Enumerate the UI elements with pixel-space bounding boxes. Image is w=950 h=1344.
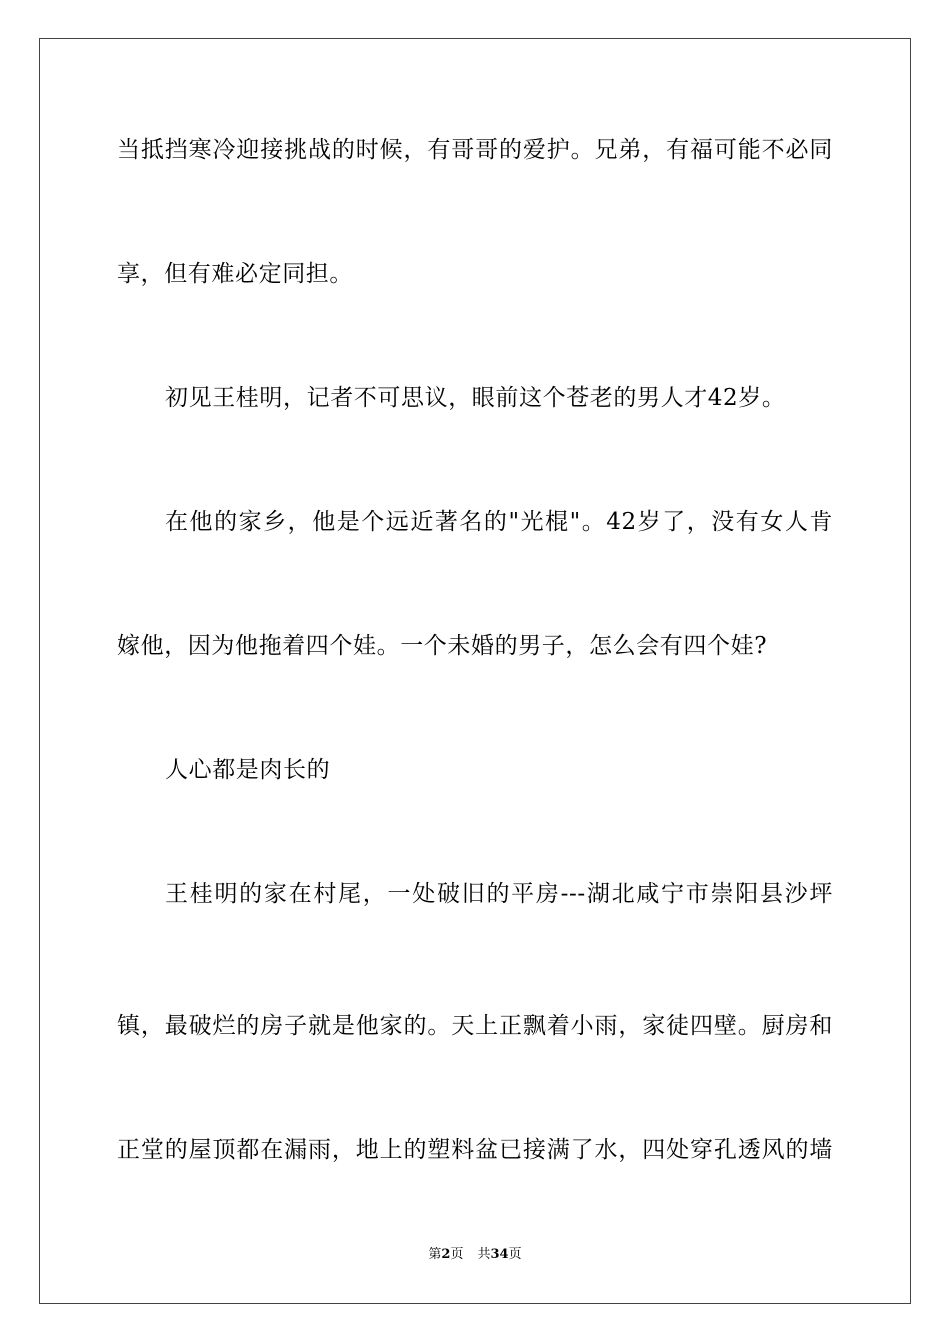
body-line-4: 在他的家乡，他是个远近著名的"光棍"。42岁了，没有女人肯: [165, 509, 833, 535]
body-line-1: 当抵挡寒冷迎接挑战的时候，有哥哥的爱护。兄弟，有福可能不必同: [117, 137, 833, 163]
section-heading: 人心都是肉长的: [165, 757, 331, 783]
body-line-9: 正堂的屋顶都在漏雨，地上的塑料盆已接满了水，四处穿孔透风的墙: [117, 1137, 833, 1163]
footer-page-prefix: 第: [428, 1247, 442, 1262]
body-line-7: 王桂明的家在村尾，一处破旧的平房---湖北咸宁市崇阳县沙坪: [165, 881, 833, 907]
footer-total-prefix: 共: [477, 1247, 491, 1262]
body-line-5: 嫁他，因为他拖着四个娃。一个未婚的男子，怎么会有四个娃?: [117, 633, 768, 659]
body-line-3: 初见王桂明，记者不可思议，眼前这个苍老的男人才42岁。: [165, 385, 786, 411]
footer-page-current: 2: [441, 1247, 451, 1262]
body-line-8: 镇，最破烂的房子就是他家的。天上正飘着小雨，家徒四壁。厨房和: [117, 1013, 833, 1039]
footer-page-total: 34: [490, 1247, 509, 1262]
body-line-2: 享，但有难必定同担。: [117, 261, 353, 287]
page-footer: [0, 1247, 950, 1263]
page-frame: [39, 38, 911, 1304]
footer-total-unit: 页: [508, 1247, 522, 1262]
footer-page-unit: 页: [450, 1247, 464, 1262]
